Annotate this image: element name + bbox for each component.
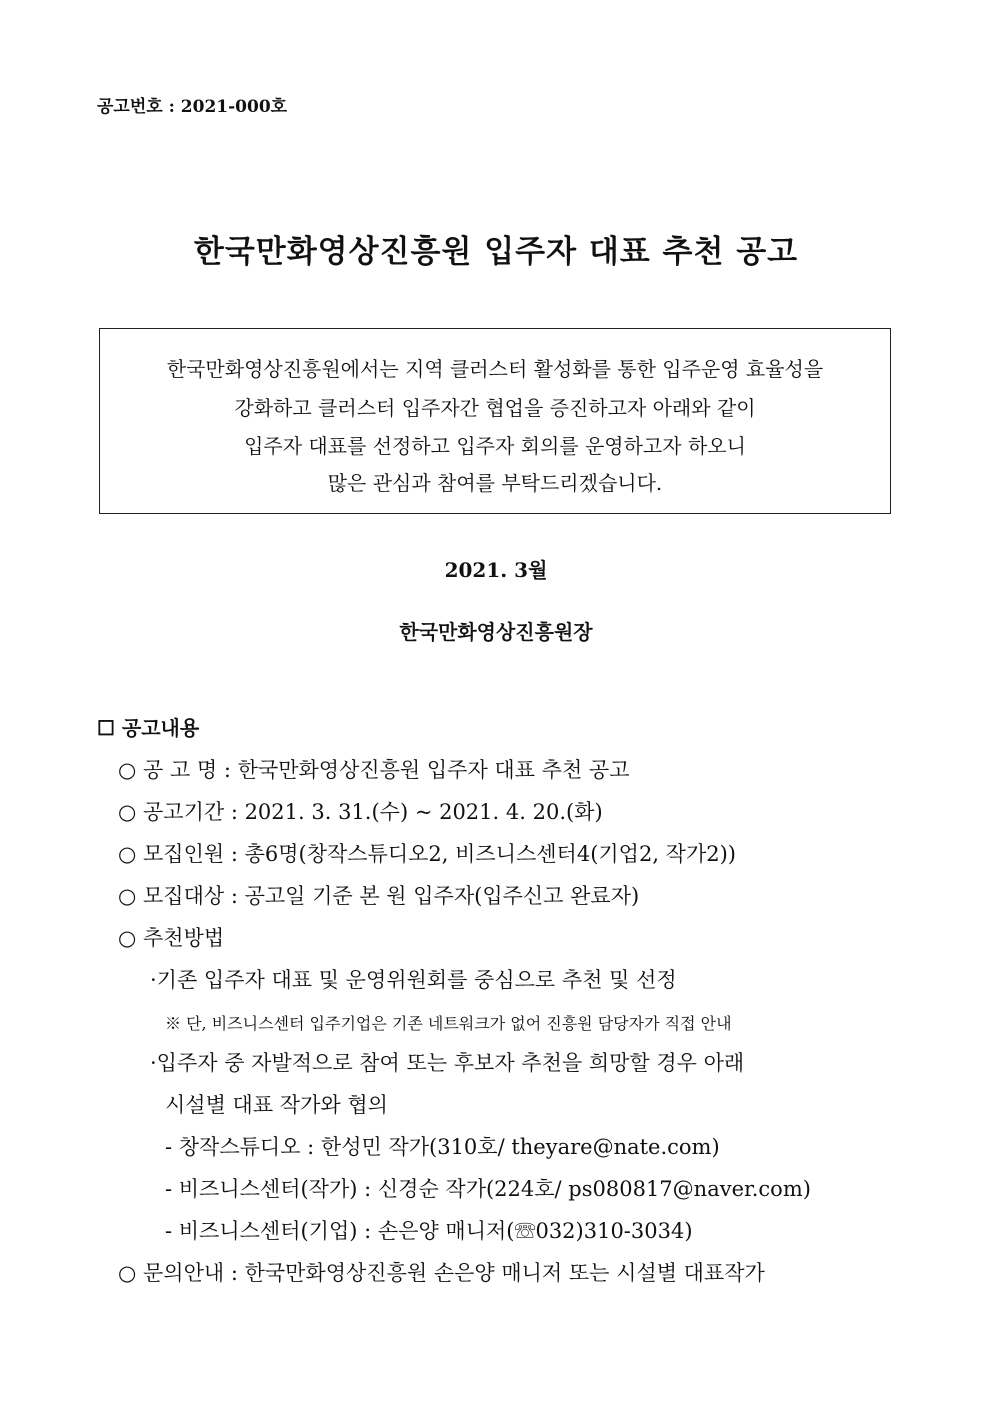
item-method: ○ 추천방법 xyxy=(118,926,225,950)
contact-business-artist: - 비즈니스센터(작가) : 신경순 작가(224호/ ps080817@naver.com) xyxy=(165,1177,811,1201)
notice-date: 2021. 3월 xyxy=(444,558,548,582)
contact-studio: - 창작스튜디오 : 한성민 작가(310호/ theyare@nate.com) xyxy=(165,1135,720,1159)
notice-number: 공고번호 : 2021-000호 xyxy=(97,97,288,117)
intro-line-4: 많은 관심과 참여를 부탁드리겠습니다. xyxy=(327,471,663,495)
item-recruit-target: ○ 모집대상 : 공고일 기준 본 원 입주자(입주신고 완료자) xyxy=(118,884,640,908)
intro-line-1: 한국만화영상진흥원에서는 지역 클러스터 활성화를 통한 입주운영 효율성을 xyxy=(166,357,824,381)
method-bullet-1: ·기존 입주자 대표 및 운영위원회를 중심으로 추천 및 선정 xyxy=(150,968,677,992)
method-note: ※ 단, 비즈니스센터 입주기업은 기존 네트워크가 없어 진흥원 담당자가 직접 안내 xyxy=(165,1014,732,1033)
section-heading: ☐ 공고내용 xyxy=(97,716,200,740)
item-notice-name: ○ 공 고 명 : 한국만화영상진흥원 입주자 대표 추천 공고 xyxy=(118,758,630,782)
document-title: 한국만화영상진흥원 입주자 대표 추천 공고 xyxy=(193,234,799,270)
intro-line-3: 입주자 대표를 선정하고 입주자 회의를 운영하고자 하오니 xyxy=(244,434,746,458)
item-recruit-count: ○ 모집인원 : 총6명(창작스튜디오2, 비즈니스센터4(기업2, 작가2)) xyxy=(118,842,736,866)
method-bullet-2-line-2: 시설별 대표 작가와 협의 xyxy=(165,1093,388,1117)
item-inquiry: ○ 문의안내 : 한국만화영상진흥원 손은양 매니저 또는 시설별 대표작가 xyxy=(118,1261,765,1285)
item-notice-period: ○ 공고기간 : 2021. 3. 31.(수) ~ 2021. 4. 20.(화) xyxy=(118,800,603,824)
contact-business-company: - 비즈니스센터(기업) : 손은양 매니저(☏032)310-3034) xyxy=(165,1219,693,1243)
method-bullet-2-line-1: ·입주자 중 자발적으로 참여 또는 후보자 추천을 희망할 경우 아래 xyxy=(150,1051,745,1075)
intro-line-2: 강화하고 클러스터 입주자간 협업을 증진하고자 아래와 같이 xyxy=(234,396,756,420)
intro-box xyxy=(99,328,891,514)
issuer: 한국만화영상진흥원장 xyxy=(399,620,593,644)
